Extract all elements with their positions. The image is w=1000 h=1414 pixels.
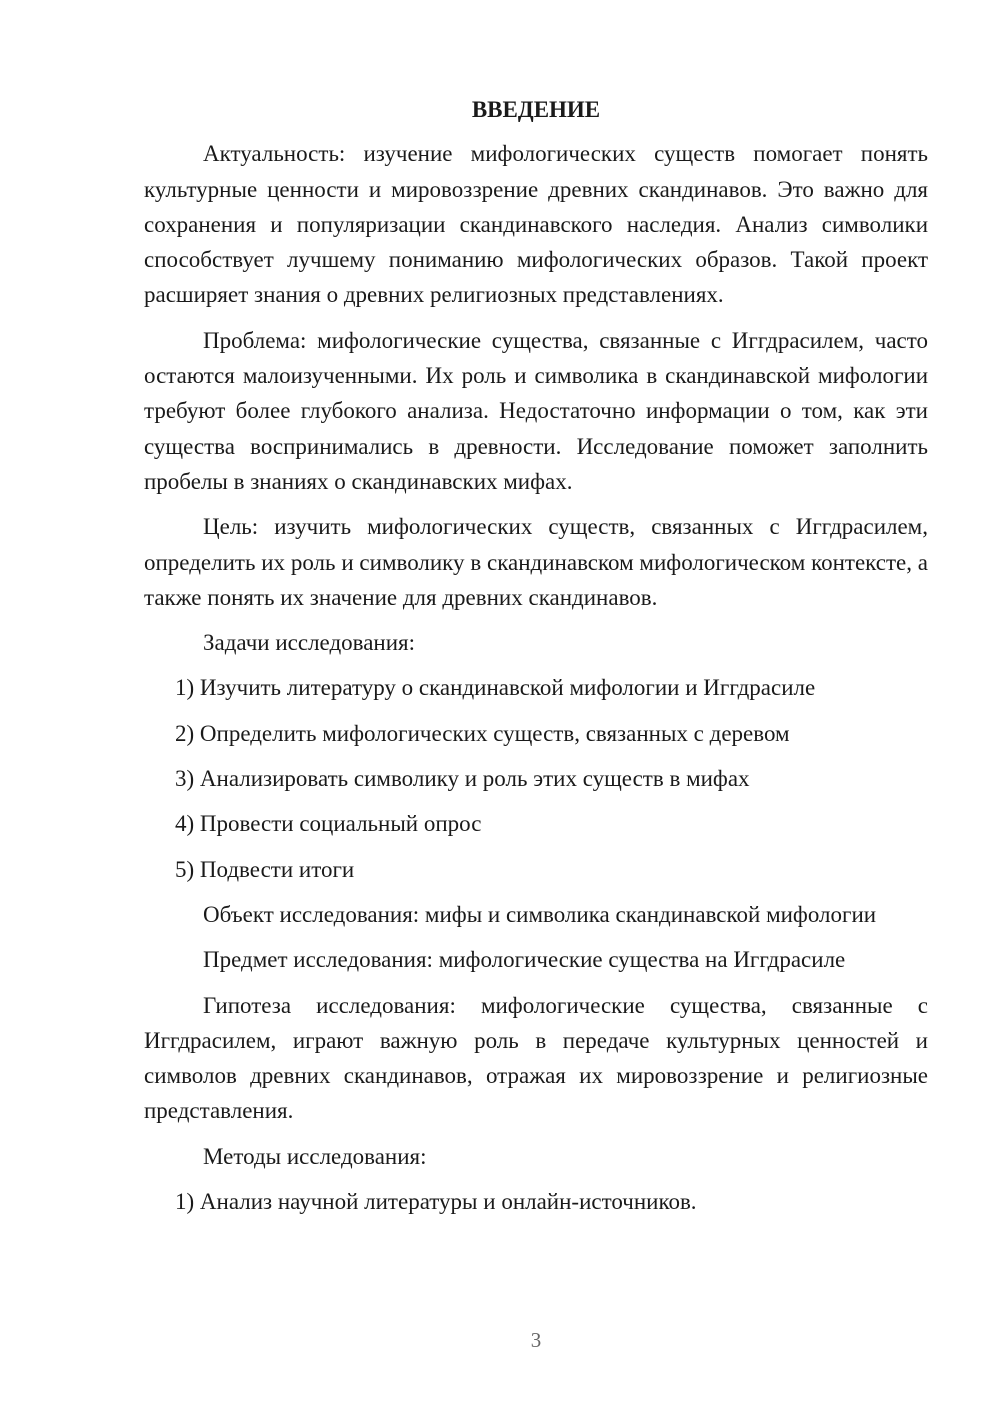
hypothesis-paragraph: Гипотеза исследования: мифологические существа, связанные с Иггдрасилем, играют важную роль в передаче культурных ценностей и символов древних скандинавов, отражая их мировоззрение и религиозные представления. <box>144 992 928 1124</box>
subject-paragraph: Предмет исследования: мифологические существа на Иггдрасиле <box>203 947 846 973</box>
method-item: 1) Анализ научной литературы и онлайн-источников. <box>175 1189 697 1215</box>
task-item: 4) Провести социальный опрос <box>175 811 482 837</box>
task-item: 5) Подвести итоги <box>175 856 355 882</box>
task-item: 1) Изучить литературу о скандинавской мифологии и Иггдрасиле <box>175 675 816 701</box>
goal-paragraph: Цель: изучить мифологических существ, связанных с Иггдрасилем, определить их роль и символику в скандинавском мифологическом контексте, а также понять их значение для древних скандинавов. <box>144 514 928 610</box>
task-item: 3) Анализировать символику и роль этих существ в мифах <box>175 766 750 792</box>
problem-paragraph: Проблема: мифологические существа, связанные с Иггдрасилем, часто остаются малоизученными. Их роль и символика в скандинавской мифологии требуют более глубокого анализа. Недостаточно информации о том, как эти существа воспринимались в древности. Исследование поможет заполнить пробелы в знаниях о скандинавских мифах. <box>144 327 928 494</box>
relevance-paragraph: Актуальность: изучение мифологических существ помогает понять культурные ценности и мировоззрение древних скандинавов. Это важно для сохранения и популяризации скандинавского наследия. Анализ символики способствует лучшему пониманию мифологических образов. Такой проект расширяет знания о древних религиозных представлениях. <box>144 141 928 308</box>
document-page <box>144 92 928 1229</box>
methods-title: Методы исследования: <box>203 1143 427 1169</box>
page-number: 3 <box>530 1328 542 1352</box>
object-paragraph: Объект исследования: мифы и символика скандинавской мифологии <box>203 901 877 927</box>
tasks-title: Задачи исследования: <box>203 630 416 656</box>
task-item: 2) Определить мифологических существ, связанных с деревом <box>175 720 790 746</box>
page-title: ВВЕДЕНИЕ <box>471 97 601 122</box>
